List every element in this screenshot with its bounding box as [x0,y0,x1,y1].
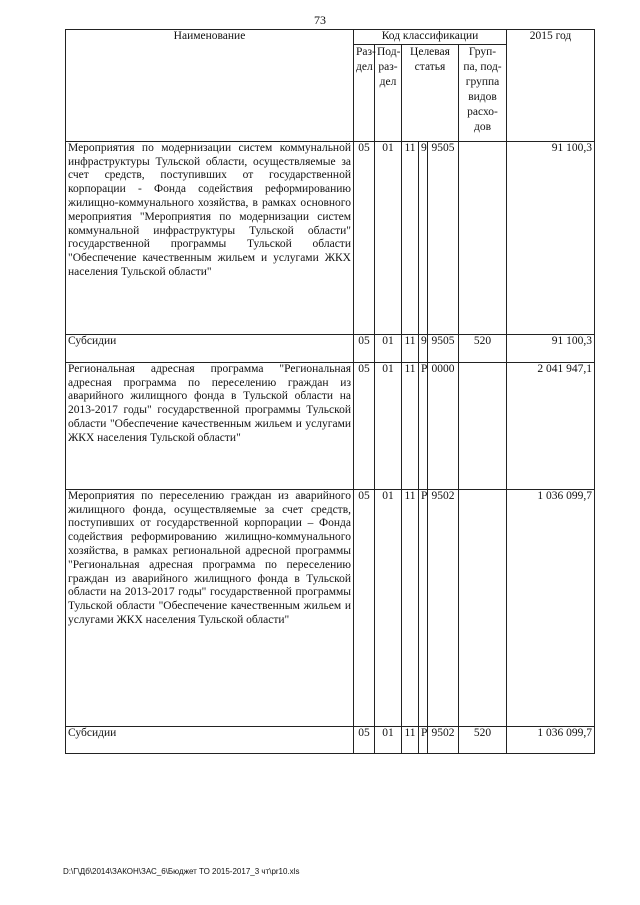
row-expense-group: 520 [459,726,507,753]
row-target-part1: 11 [402,726,419,753]
row-expense-group [459,141,507,334]
row-target-part1: 11 [402,334,419,362]
row-expense-group [459,489,507,726]
row-name: Региональная адресная программа "Региональная адресная программа по переселению граждан из аварийного жилищного фонда в Тульской области на 2013-2017 годы" государственной программы Тульской области "Обеспечение качественным жильем и услугами ЖКХ населения Тульской области" [66,362,354,489]
row-podrazdel: 01 [375,334,402,362]
header-razdel: Раз- дел [354,44,375,141]
row-target-part1: 11 [402,141,419,334]
row-target-part3: 9505 [428,141,459,334]
row-expense-group: 520 [459,334,507,362]
row-podrazdel: 01 [375,362,402,489]
row-amount: 1 036 099,7 [507,489,595,726]
header-podrazdel: Под- раз- дел [375,44,402,141]
row-expense-group [459,362,507,489]
row-amount: 1 036 099,7 [507,726,595,753]
budget-table [65,29,595,754]
row-name: Субсидии [66,334,354,362]
row-target-part2: 9 [419,141,428,334]
row-target-part1: 11 [402,489,419,726]
row-name: Субсидии [66,726,354,753]
page-number: 73 [314,13,326,27]
row-amount: 2 041 947,1 [507,362,595,489]
header-name: Наименование [66,30,354,142]
row-target-part3: 9505 [428,334,459,362]
file-path-footer: D:\Г\Дб\2014\ЗАКОН\ЗАС_6\Бюджет ТО 2015-2017_3 чт\pr10.xls [63,867,300,876]
row-amount: 91 100,3 [507,334,595,362]
table-row [66,334,595,362]
row-target-part2: Р [419,726,428,753]
row-razdel: 05 [354,334,375,362]
row-target-part3: 9502 [428,726,459,753]
row-razdel: 05 [354,362,375,489]
row-target-part2: Р [419,489,428,726]
row-target-part1: 11 [402,362,419,489]
row-podrazdel: 01 [375,489,402,726]
row-target-part3: 9502 [428,489,459,726]
row-target-part3: 0000 [428,362,459,489]
row-podrazdel: 01 [375,726,402,753]
row-target-part2: Р [419,362,428,489]
table-row [66,362,595,489]
row-name: Мероприятия по модернизации систем коммунальной инфраструктуры Тульской области, осуществляемые за счет средств, поступивших от государственной корпорации - Фонда содействия реформированию жилищно-коммунального хозяйства, в рамках основного мероприятия "Мероприятия по модернизации систем коммунальной инфраструктуры Тульской области" государственной программы Тульской области "Обеспечение качественным жильем и услугами ЖКХ населения Тульской области" [66,141,354,334]
row-name: Мероприятия по переселению граждан из аварийного жилищного фонда, осуществляемые за счет средств, поступивших от государственной корпорации – Фонда содействия реформированию жилищно-коммунального хозяйства, в рамках региональной адресной программы "Региональная адресная программа по переселению граждан из аварийного жилищного фонда в Тульской области на 2013-2017 годы" государственной программы Тульской области "Обеспечение качественным жильем и услугами ЖКХ населения Тульской области" [66,489,354,726]
table-row [66,726,595,753]
header-classification: Код классификации [354,30,507,45]
header-expense-group: Груп- па, под- группа видов расхо- дов [459,44,507,141]
row-target-part2: 9 [419,334,428,362]
row-podrazdel: 01 [375,141,402,334]
table-row [66,489,595,726]
row-razdel: 05 [354,489,375,726]
header-year: 2015 год [507,30,595,142]
header-target-article: Целевая статья [402,44,459,141]
table-row [66,141,595,334]
row-razdel: 05 [354,726,375,753]
row-amount: 91 100,3 [507,141,595,334]
header-row-1 [66,30,595,45]
row-razdel: 05 [354,141,375,334]
